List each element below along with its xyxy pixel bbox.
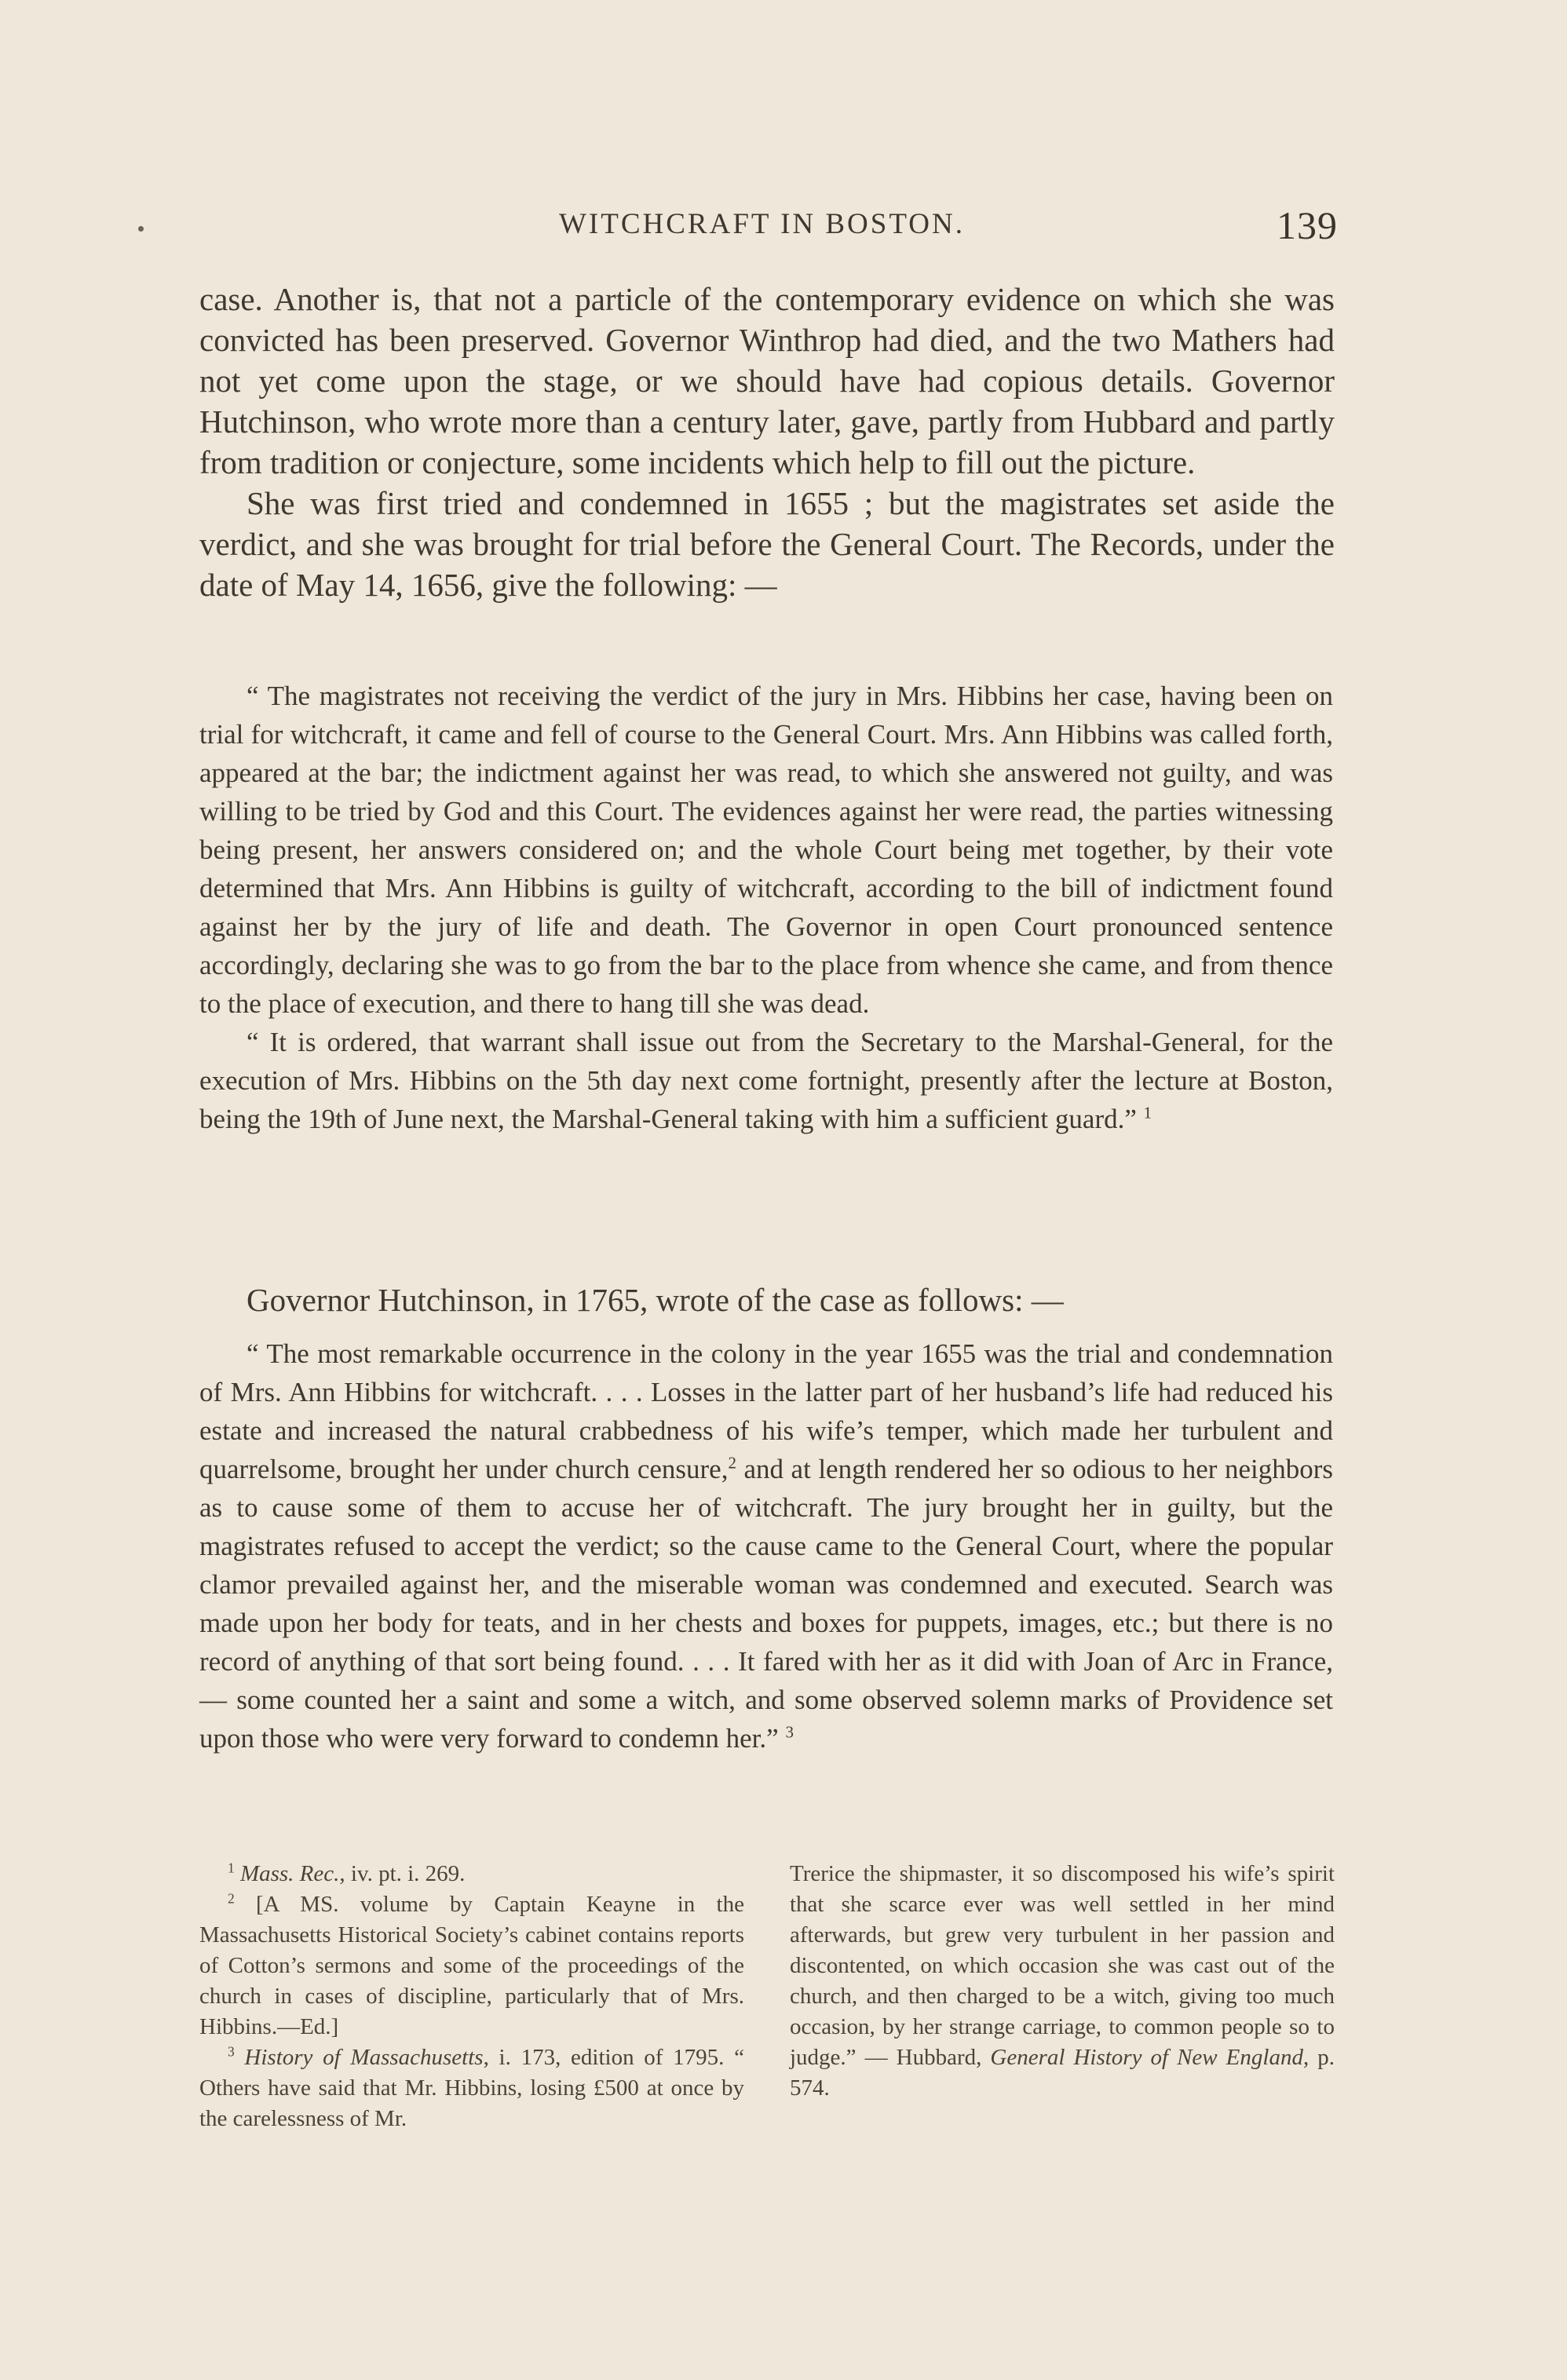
hutchinson-quotation (199, 1334, 1333, 1758)
main-text (199, 279, 1335, 605)
footnote-3-cited-work: General History of New England (990, 2045, 1303, 2070)
footnote-2-number: 2 (228, 1890, 235, 1907)
running-title: WITCHCRAFT IN BOSTON. (559, 208, 965, 240)
footnote-3-text-continued: Trerice the shipmaster, it so discomposed his wife’s spirit that she scarce ever was well settled in her mind afterwards, but grew very turbulent in her passion and discontented, on which occasion she was cast out of the church, and then charged to be a witch, giving too much occasion, by her strange carriage, to common people so to judge.” — Hubbard, (790, 1861, 1335, 2070)
records-quotation (199, 677, 1333, 1138)
quotation-1-paragraph-2 (199, 1023, 1333, 1138)
footnote-3-text-start: , i. 173, edition of 1795. “ Others have said that Mr. Hibbins, losing £500 at once by the carelessness of Mr. (199, 2045, 744, 2131)
footnote-2-text: [A MS. volume by Captain Keayne in the Massachusetts Historical Society’s cabinet contains reports of Cotton’s sermons and some of the proceedings of the church in cases of discipline, particularly that of Mrs. Hibbins.—Ed.] (199, 1892, 744, 2039)
quotation-1-text: “ It is ordered, that warrant shall issue out from the Secretary to the Marshal-General, for the execution of Mrs. Hibbins on the 5th day next come fortnight, presently after the lecture at Boston, being the 19th of June next, the Marshal-General taking with him a sufficient guard.” (199, 1027, 1333, 1134)
footnote-3-number: 3 (228, 2043, 235, 2060)
footnote-ref-1: 1 (1143, 1103, 1152, 1122)
footnote-1-number: 1 (228, 1860, 235, 1876)
footnote-ref-2: 2 (728, 1453, 736, 1473)
page-number: 139 (1277, 203, 1338, 247)
paragraph-2: She was first tried and condemned in 1655 ; but the magistrates set aside the verdict, and she was brought for trial before the General Court. The Records, under the date of May 14, 1656, give the following: — (199, 485, 1335, 603)
footnote-1-text: , iv. pt. i. 269. (339, 1861, 466, 1886)
quotation-1-paragraph-1: “ The magistrates not receiving the verdict of the jury in Mrs. Hibbins her case, having been on trial for witchcraft, it came and fell of course to the General Court. Mrs. Ann Hibbins was called forth, appeared at the bar; the indictment against her was read, to which she answered not guilty, and was willing to be tried by God and this Court. The evidences against her were read, the parties witnessing being present, her answers considered on; and the whole Court being met together, by their vote determined that Mrs. Ann Hibbins is guilty of witchcraft, according to the bill of indictment found against her by the jury of life and death. The Governor in open Court pronounced sentence accordingly, declaring she was to go from the bar to the place from whence she came, and from thence to the place of execution, and there to hang till she was dead. (199, 681, 1333, 1019)
footnotes-column-left (199, 1859, 744, 2134)
quotation-2 (199, 1334, 1333, 1758)
ink-speck (138, 226, 144, 232)
footnote-3 (199, 2042, 744, 2134)
footnote-3-continued (790, 1859, 1335, 2104)
footnote-2 (199, 1889, 744, 2042)
paragraph-3: Governor Hutchinson, in 1765, wrote of the case as follows: — (247, 1282, 1064, 1318)
footnotes-column-right (790, 1859, 1335, 2104)
footnote-1 (199, 1859, 744, 1889)
page-header (199, 203, 1338, 250)
footnote-3-end: , p. 574. (790, 2045, 1335, 2101)
footnote-1-title: Mass. Rec. (239, 1861, 340, 1886)
quotation-2-part-b: and at length rendered her so odious to her neighbors as to cause some of them to accuse her of witchcraft. The jury brought her in guilty, but the magistrates refused to accept the verdict; so the cause came to the General Court, where the popular clamor prevailed against her, and the miserable woman was condemned and executed. Search was made upon her body for teats, and in her chests and boxes for puppets, images, etc.; but there is no record of anything of that sort being found. . . . It fared with her as it did with Joan of Arc in France, — some counted her a saint and some a witch, and some observed solemn marks of Providence set upon those who were very forward to condemn her.” (199, 1454, 1333, 1754)
footnote-ref-3: 3 (785, 1722, 794, 1742)
paragraph-1: case. Another is, that not a particle of the contemporary evidence on which she was convicted has been preserved. Governor Winthrop had died, and the two Mathers had not yet come upon the stage, or we should have had copious details. Governor Hutchinson, who wrote more than a century later, gave, partly from Hubbard and partly from tradition or conjecture, some incidents which help to fill out the picture. (199, 281, 1335, 480)
footnote-3-title: History of Massachusetts (244, 2045, 484, 2070)
quotation-2-part-a: “ The most remarkable occurrence in the colony in the year 1655 was the trial and condemnation of Mrs. Ann Hibbins for witchcraft. . . . Losses in the latter part of her husband’s life had reduced his estate and increased the natural crabbedness of his wife’s temper, which made her turbulent and quarrelsome, brought her under church censure, (199, 1338, 1333, 1484)
